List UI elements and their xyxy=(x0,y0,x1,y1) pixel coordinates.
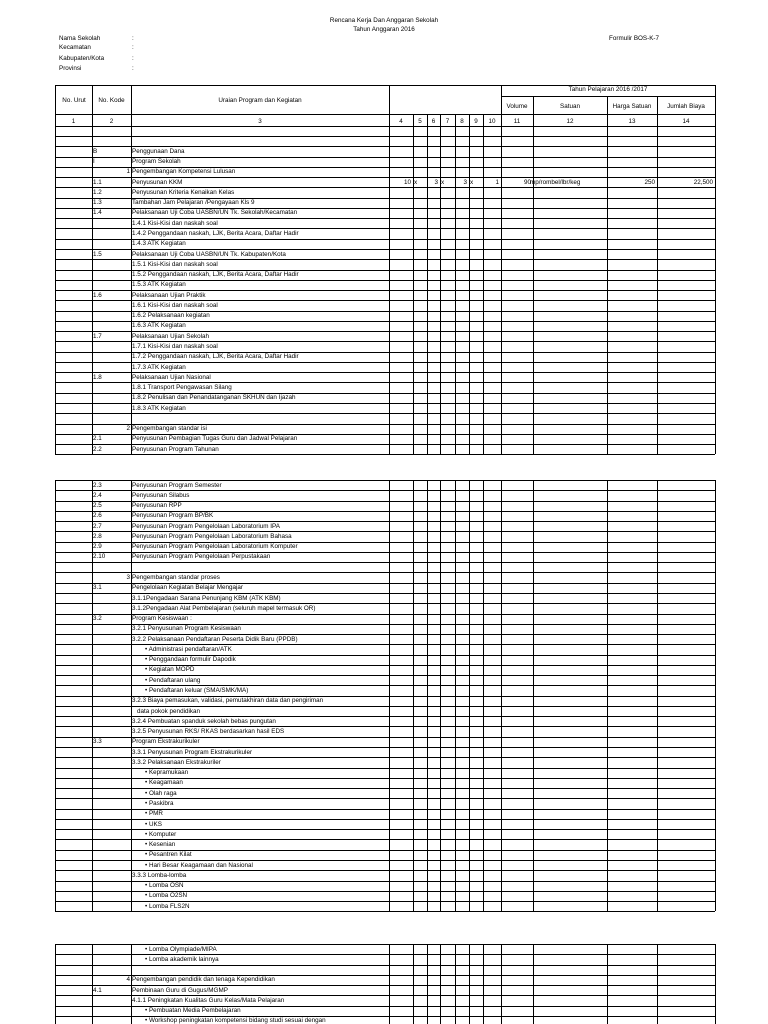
grid-line xyxy=(455,480,456,911)
grid-line xyxy=(455,114,456,126)
grid-line xyxy=(55,985,715,986)
row-uraian: • PMR xyxy=(145,810,163,817)
grid-line xyxy=(55,146,715,147)
grid-line xyxy=(55,413,715,414)
grid-line xyxy=(657,480,658,911)
row-uraian: 1.7.2 Penggandaan naskah, LJK, Berita Acara, Daftar Hadir xyxy=(132,353,299,360)
grid-line xyxy=(55,593,715,594)
header-harga-satuan: Harga Satuan xyxy=(612,103,652,110)
grid-line xyxy=(55,757,715,758)
grid-line xyxy=(389,114,390,126)
row-kode: 2.5 xyxy=(93,502,102,509)
row-uraian: Penyusunan Kriteria Kenaikan Kelas xyxy=(132,189,235,196)
grid-line xyxy=(55,218,715,219)
row-uraian: Penyusunan Program Pengelolaan Laboratorium Bahasa xyxy=(132,533,292,540)
grid-line xyxy=(55,85,56,114)
header-volume: Volume xyxy=(506,103,528,110)
grid-line xyxy=(55,290,715,291)
row-kode: 2 xyxy=(126,425,130,432)
row-uraian: 1.4.2 Penggandaan naskah, LJK, Berita Acara, Daftar Hadir xyxy=(132,230,299,237)
grid-line xyxy=(715,944,716,1024)
grid-line xyxy=(55,187,715,188)
column-number: 12 xyxy=(566,118,574,125)
grid-line xyxy=(55,644,715,645)
field-label-kabupaten: Kabupaten/Kota xyxy=(59,55,105,62)
grid-line xyxy=(389,944,390,1024)
row-kode: 2.4 xyxy=(93,492,102,499)
grid-line xyxy=(55,444,715,445)
row-uraian: 3.3.1 Penyusunan Program Ekstrakurikuler xyxy=(132,749,253,756)
grid-line xyxy=(715,114,716,126)
row-kode: 1 xyxy=(126,168,130,175)
grid-line xyxy=(413,480,414,911)
column-number: 5 xyxy=(418,118,422,125)
row-kode: 1.7 xyxy=(93,333,102,340)
row-multiply-sign: x xyxy=(414,179,418,186)
column-number: 2 xyxy=(109,118,114,125)
grid-line xyxy=(55,126,56,454)
row-uraian: Tambahan Jam Pelajaran /Pengayaan Kls 9 xyxy=(132,199,255,206)
row-uraian: • Kegiatan MOPD xyxy=(145,666,195,673)
row-uraian: 3.2.2 Pelaksanaan Pendaftaran Peserta Didik Baru (PPDB) xyxy=(132,636,298,643)
row-uraian: 1.4.1 Kisi-Kisi dan naskah soal xyxy=(132,220,218,227)
grid-line xyxy=(55,85,715,86)
grid-line xyxy=(55,870,715,871)
grid-line xyxy=(607,114,608,126)
grid-line xyxy=(55,829,715,830)
row-kode: 1.4 xyxy=(93,209,102,216)
grid-line xyxy=(455,126,456,454)
row-value: 250 xyxy=(644,179,655,186)
column-number: 7 xyxy=(445,118,450,125)
grid-line xyxy=(55,490,715,491)
grid-line xyxy=(413,114,414,126)
grid-line xyxy=(657,114,658,126)
grid-line xyxy=(55,944,715,945)
row-kode: 1.8 xyxy=(93,374,102,381)
row-kode: 2.7 xyxy=(93,523,102,530)
row-uraian: 1.4.3 ATK Kegiatan xyxy=(132,240,186,247)
grid-line xyxy=(92,114,93,126)
row-kode: 3.1 xyxy=(93,584,102,591)
row-uraian: • Hari Besar Keagamaan dan Nasional xyxy=(145,862,253,869)
grid-line xyxy=(533,126,534,454)
grid-line xyxy=(55,114,715,115)
form-code: Formulir BOS-K-7 xyxy=(609,35,660,42)
row-uraian: • Kepramukaan xyxy=(145,769,189,776)
grid-line xyxy=(533,114,534,126)
field-colon: : xyxy=(132,44,134,51)
grid-line xyxy=(440,126,441,454)
grid-line xyxy=(92,85,93,114)
grid-line xyxy=(440,944,441,1024)
row-uraian: • Workshop peningkatan kompetensi bidang studi sesuai dengan xyxy=(145,1017,326,1024)
row-uraian: • Lomba FLS2N xyxy=(145,903,190,910)
header-tahun-pelajaran: Tahun Pelajaran 2016 /2017 xyxy=(568,86,648,93)
grid-line xyxy=(55,716,715,717)
row-uraian: Penyusunan Program Tahunan xyxy=(132,446,219,453)
grid-line xyxy=(657,96,658,114)
grid-line xyxy=(483,126,484,454)
grid-line xyxy=(501,480,502,911)
row-uraian: 3.1.2Pengadaan Alat Pembelajaran (seluruh mapel termasuk OR) xyxy=(132,605,316,612)
grid-line xyxy=(55,685,715,686)
field-colon: : xyxy=(132,65,134,72)
grid-line xyxy=(501,85,502,114)
row-kode: 2.9 xyxy=(93,543,102,550)
column-number: 10 xyxy=(488,118,496,125)
column-number: 3 xyxy=(258,118,262,125)
row-uraian: Penggunaan Dana xyxy=(132,148,185,155)
row-uraian: 3.2.1 Penyusunan Program Kesiswaan xyxy=(132,625,241,632)
grid-line xyxy=(55,944,56,1024)
row-uraian: 1.5.2 Penggandaan naskah, LJK, Berita Acara, Daftar Hadir xyxy=(132,271,299,278)
grid-line xyxy=(55,126,715,127)
row-uraian: • Lomba O2SN xyxy=(145,892,188,899)
grid-line xyxy=(715,126,716,454)
row-uraian: 1.8.1 Transport Pengawasan Silang xyxy=(132,384,232,391)
grid-line xyxy=(131,85,132,114)
grid-line xyxy=(55,634,715,635)
row-kode: 1.1 xyxy=(93,179,102,186)
grid-line xyxy=(413,944,414,1024)
row-uraian: • Lomba Olympiade/MIPA xyxy=(145,946,217,953)
grid-line xyxy=(427,126,428,454)
grid-line xyxy=(55,259,715,260)
row-uraian: Pelaksanaan Ujian Sekolah xyxy=(132,333,210,340)
row-uraian: 1.8.3 ATK Kegiatan xyxy=(132,405,186,412)
column-number: 11 xyxy=(513,118,521,125)
grid-line xyxy=(389,85,390,114)
row-kode: 1.6 xyxy=(93,292,102,299)
grid-line xyxy=(533,480,534,911)
row-kode: 3 xyxy=(126,574,130,581)
grid-line xyxy=(657,944,658,1024)
grid-line xyxy=(55,249,715,250)
row-kode: 2.1 xyxy=(93,435,102,442)
grid-line xyxy=(483,480,484,911)
row-satuan: mp/rombel/lbr/keg xyxy=(530,179,581,186)
row-uraian: Pengembangan standar isi xyxy=(132,425,207,432)
row-uraian: Penyusunan RPP xyxy=(132,502,182,509)
grid-line xyxy=(55,572,715,573)
row-value: 3 xyxy=(434,179,438,186)
grid-line xyxy=(55,562,715,563)
grid-line xyxy=(55,177,715,178)
row-kode: 4 xyxy=(126,976,130,983)
row-uraian: Pembinaan Guru di Gugus/MGMP xyxy=(132,987,228,994)
row-uraian: Pengelolaan Kegiatan Belajar Mengajar xyxy=(132,584,243,591)
row-uraian: • Pembuatan Media Pembelajaran xyxy=(145,1007,241,1014)
row-uraian: • Penggandaan formulir Dapodik xyxy=(145,656,236,663)
grid-line xyxy=(440,114,441,126)
row-uraian: 1.6.3 ATK Kegiatan xyxy=(132,322,186,329)
grid-line xyxy=(131,944,132,1024)
row-uraian: Pengembangan pendidik dan tenaga Kependidikan xyxy=(132,976,275,983)
row-uraian: Penyusunan Program Pengelolaan Laboratorium Komputer xyxy=(132,543,298,550)
grid-line xyxy=(715,480,716,911)
row-uraian: Penyusunan Silabus xyxy=(132,492,190,499)
row-uraian: Penyusunan Program Pengelolaan Laboratorium IPA xyxy=(132,523,280,530)
grid-line xyxy=(55,480,56,911)
grid-line xyxy=(440,480,441,911)
row-uraian: Pelaksanaan Uji Coba UASBN/UN Tk. Sekolah/Kecamatan xyxy=(132,209,298,216)
row-uraian: • UKS xyxy=(145,821,162,828)
row-uraian: 1.8.2 Penulisan dan Penandatanganan SKHUN dan Ijazah xyxy=(132,394,296,401)
row-uraian: Penyusunan Program Semester xyxy=(132,482,222,489)
grid-line xyxy=(55,798,715,799)
row-kode: 2.8 xyxy=(93,533,102,540)
grid-line xyxy=(501,114,502,126)
row-uraian: 3.1.1Pengadaan Sarana Penunjang KBM (ATK KBM) xyxy=(132,595,281,602)
grid-line xyxy=(55,901,715,902)
grid-line xyxy=(55,603,715,604)
row-kode: 2.10 xyxy=(93,553,106,560)
field-label-provinsi: Provinsi xyxy=(59,65,82,72)
grid-line xyxy=(607,96,608,114)
row-kode: 3.3 xyxy=(93,738,102,745)
grid-line xyxy=(533,96,534,114)
row-uraian: 3.3.3 Lomba-lomba xyxy=(132,872,187,879)
column-number: 13 xyxy=(628,118,636,125)
row-kode: 1.5 xyxy=(93,251,102,258)
grid-line xyxy=(657,126,658,454)
grid-line xyxy=(55,726,715,727)
field-label-nama-sekolah: Nama Sekolah xyxy=(59,35,101,42)
row-value: 1 xyxy=(495,179,499,186)
grid-line xyxy=(55,521,715,522)
row-kode: 1.2 xyxy=(93,189,102,196)
field-colon: : xyxy=(132,35,134,42)
grid-line xyxy=(131,114,132,126)
grid-line xyxy=(607,126,608,454)
grid-line xyxy=(501,944,502,1024)
row-kode: 1.3 xyxy=(93,199,102,206)
grid-line xyxy=(55,995,715,996)
column-number: 14 xyxy=(682,118,690,125)
row-uraian: Penyusunan Program Pengelolaan Perpustakaan xyxy=(132,553,271,560)
grid-line xyxy=(55,362,715,363)
grid-line xyxy=(92,944,93,1024)
row-uraian: Penyusunan Pembagian Tugas Guru dan Jadwal Pelajaran xyxy=(132,435,298,442)
row-value: 3 xyxy=(463,179,467,186)
document-title: Rencana Kerja Dan Anggaran Sekolah xyxy=(329,17,439,24)
row-uraian: 1.5.1 Kisi-Kisi dan naskah soal xyxy=(132,261,218,268)
grid-line xyxy=(483,114,484,126)
grid-line xyxy=(55,954,715,955)
row-uraian: 3.3.2 Pelaksanaan Ekstrakuriler xyxy=(132,759,221,766)
row-uraian: Penyusunan Program BP/BK xyxy=(132,512,214,519)
column-number: 1 xyxy=(71,118,76,125)
row-value: 90 xyxy=(523,179,531,186)
grid-line xyxy=(483,944,484,1024)
row-kode: 4.1 xyxy=(93,987,102,994)
row-uraian: 4.1.1 Peningkatan Kualitas Guru Kelas/Mata Pelajaran xyxy=(132,997,285,1004)
grid-line xyxy=(427,944,428,1024)
row-kode: 3.2 xyxy=(93,615,102,622)
grid-line xyxy=(55,839,715,840)
row-value: 22,500 xyxy=(693,179,713,186)
grid-line xyxy=(55,965,715,966)
grid-line xyxy=(469,114,470,126)
document-subtitle: Tahun Anggaran 2016 xyxy=(353,26,415,33)
grid-line xyxy=(55,372,715,373)
row-uraian: 1.7.3 ATK Kegiatan xyxy=(132,364,186,371)
row-uraian: • Pesantren Kilat xyxy=(145,851,192,858)
grid-line xyxy=(427,114,428,126)
header-uraian: Uraian Program dan Kegiatan xyxy=(218,97,302,104)
row-uraian: data pokok pendidikan xyxy=(137,708,201,715)
column-number: 8 xyxy=(460,118,464,125)
grid-line xyxy=(92,126,93,454)
row-uraian: Pelaksanaan Uji Coba UASBN/UN Tk. Kabupaten/Kota xyxy=(132,251,286,258)
row-uraian: Pelaksanaan Ujian Praktik xyxy=(132,292,206,299)
header-satuan: Satuan xyxy=(560,103,580,110)
row-uraian: Program Ekstrakurikuler xyxy=(132,738,200,745)
header-jumlah-biaya: Jumlah Biaya xyxy=(667,103,705,110)
row-uraian: • Lomba akademik lainnya xyxy=(145,956,219,963)
grid-line xyxy=(55,911,715,912)
row-uraian: • Paskibra xyxy=(145,800,174,807)
row-uraian: Pengembangan standar proses xyxy=(132,574,220,581)
grid-line xyxy=(55,341,715,342)
grid-line xyxy=(389,480,390,911)
row-uraian: • Pendaftaran ulang xyxy=(145,677,201,684)
row-kode: B xyxy=(93,148,98,155)
row-uraian: Pelaksanaan Ujian Nasional xyxy=(132,374,211,381)
row-uraian: 3.2.3 Biaya pemasukan, validasi, pemutakhiran data dan pengiriman xyxy=(132,697,324,704)
field-label-kecamatan: Kecamatan xyxy=(59,44,91,51)
grid-line xyxy=(55,403,715,404)
grid-line xyxy=(607,944,608,1024)
row-uraian: • Olah raga xyxy=(145,790,177,797)
row-uraian: 3.2.5 Penyusunan RKS/ RKAS berdasarkan hasil EDS xyxy=(132,728,285,735)
row-uraian: • Administrasi pendaftaran/ATK xyxy=(145,646,232,653)
row-uraian: 1.6.1 Kisi-Kisi dan naskah soal xyxy=(132,302,218,309)
row-uraian: • Kesenian xyxy=(145,841,176,848)
row-uraian: 3.2.4 Pembuatan spanduk sekolah bebas pungutan xyxy=(132,718,276,725)
grid-line xyxy=(55,531,715,532)
row-uraian: • Keagamaan xyxy=(145,779,183,786)
grid-line xyxy=(55,675,715,676)
grid-line xyxy=(55,300,715,301)
grid-line xyxy=(413,126,414,454)
grid-line xyxy=(55,480,715,481)
row-uraian: 1.6.2 Pelaksanaan kegiatan xyxy=(132,312,210,319)
row-uraian: 1.5.3 ATK Kegiatan xyxy=(132,281,186,288)
grid-line xyxy=(55,136,715,137)
grid-line xyxy=(469,126,470,454)
grid-line xyxy=(715,85,716,114)
grid-line xyxy=(533,944,534,1024)
row-uraian: Penyusunan KKM xyxy=(132,179,183,186)
grid-line xyxy=(55,747,715,748)
row-multiply-sign: x xyxy=(441,179,445,186)
row-uraian: • Pendaftaran keluar (SMA/SMK/MA) xyxy=(145,687,249,694)
row-kode: 2.3 xyxy=(93,482,102,489)
row-value: 10 xyxy=(403,179,411,186)
header-no-kode: No. Kode xyxy=(98,97,125,104)
row-uraian: • Komputer xyxy=(145,831,177,838)
column-number: 6 xyxy=(431,118,436,125)
grid-line xyxy=(427,480,428,911)
grid-line xyxy=(55,819,715,820)
row-kode: I xyxy=(93,158,95,165)
grid-line xyxy=(55,114,56,126)
grid-line xyxy=(55,788,715,789)
grid-line xyxy=(469,480,470,911)
row-kode: 2.6 xyxy=(93,512,102,519)
grid-line xyxy=(55,228,715,229)
row-uraian: 1.7.1 Kisi-Kisi dan naskah soal xyxy=(132,343,218,350)
row-kode: 2.2 xyxy=(93,446,102,453)
grid-line xyxy=(55,331,715,332)
grid-line xyxy=(55,382,715,383)
column-number: 9 xyxy=(474,118,478,125)
grid-line xyxy=(55,706,715,707)
row-uraian: Pengembangan Kompetensi Lulusan xyxy=(132,168,236,175)
column-number: 4 xyxy=(399,118,403,125)
grid-line xyxy=(501,126,502,454)
grid-line xyxy=(469,944,470,1024)
grid-line xyxy=(55,860,715,861)
row-multiply-sign: x xyxy=(470,179,474,186)
row-uraian: Program Sekolah xyxy=(132,158,181,165)
grid-line xyxy=(607,480,608,911)
header-no-urut: No. Urut xyxy=(62,97,86,104)
row-uraian: • Lomba OSN xyxy=(145,882,184,889)
grid-line xyxy=(389,126,390,454)
row-uraian: Program Kesiswaan : xyxy=(132,615,192,622)
grid-line xyxy=(455,944,456,1024)
grid-line xyxy=(55,454,715,455)
field-colon: : xyxy=(132,55,134,62)
